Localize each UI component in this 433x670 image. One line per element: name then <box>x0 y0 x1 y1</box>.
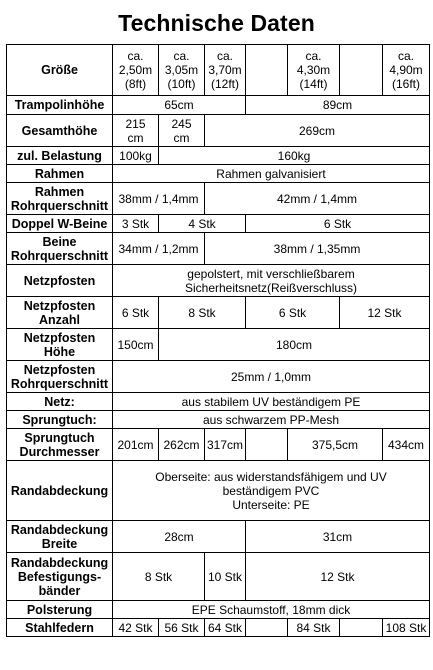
row-label: Trampolinhöhe <box>7 96 113 115</box>
table-row <box>7 619 430 637</box>
cell: 245 cm <box>159 115 205 147</box>
row-label: Rahmen Rohrquerschnitt <box>7 183 113 215</box>
cell: aus stabilem UV beständigem PE <box>113 393 430 411</box>
cell: gepolstert, mit verschließbarem Sicherheitsnetz(Reißverschluss) <box>113 265 430 297</box>
row-label: Netzpfosten Höhe <box>7 329 113 361</box>
row-label: zul. Belastung <box>7 147 113 165</box>
page-title: Technische Daten <box>118 10 315 36</box>
table-row <box>7 297 430 329</box>
row-label: Stahlfedern <box>7 619 113 637</box>
cell: 6 Stk <box>246 215 430 233</box>
empty-cell <box>246 429 288 461</box>
cell: 25mm / 1,0mm <box>113 361 430 393</box>
row-label: Polsterung <box>7 601 113 619</box>
cell: 180cm <box>159 329 430 361</box>
cell: 4 Stk <box>159 215 246 233</box>
empty-cell <box>246 45 288 96</box>
cell: 38mm / 1,35mm <box>205 233 430 265</box>
row-label: Sprungtuch Durchmesser <box>7 429 113 461</box>
cell: 108 Stk <box>383 619 430 637</box>
table-row <box>7 553 430 601</box>
table-row <box>7 265 430 297</box>
size-14ft: ca. 4,30m (14ft) <box>288 45 340 96</box>
cell: 42 Stk <box>113 619 159 637</box>
cell: Rahmen galvanisiert <box>113 165 430 183</box>
cell: 262cm <box>159 429 205 461</box>
cell: 160kg <box>159 147 430 165</box>
cell: 84 Stk <box>288 619 340 637</box>
cell: 28cm <box>113 521 246 553</box>
size-12ft: ca. 3,70m (12ft) <box>205 45 246 96</box>
cell: 6 Stk <box>113 297 159 329</box>
size-10ft: ca. 3,05m (10ft) <box>159 45 205 96</box>
cell: 64 Stk <box>205 619 246 637</box>
cell: 56 Stk <box>159 619 205 637</box>
empty-cell <box>340 45 383 96</box>
cell: 100kg <box>113 147 159 165</box>
table-row <box>7 601 430 619</box>
table-row <box>7 215 430 233</box>
table-row <box>7 361 430 393</box>
row-label: Randabdeckung <box>7 461 113 521</box>
size-16ft: ca. 4,90m (16ft) <box>383 45 430 96</box>
cell: 6 Stk <box>246 297 340 329</box>
cell: 434cm <box>383 429 430 461</box>
empty-cell <box>246 619 288 637</box>
row-label: Randabdeckung Breite <box>7 521 113 553</box>
cell: 269cm <box>205 115 430 147</box>
row-label: Doppel W-Beine <box>7 215 113 233</box>
row-label: Gesamthöhe <box>7 115 113 147</box>
cell: 215 cm <box>113 115 159 147</box>
row-label: Netzpfosten Rohrquerschnitt <box>7 361 113 393</box>
cell: 201cm <box>113 429 159 461</box>
table-row <box>7 115 430 147</box>
cell: 10 Stk <box>205 553 246 601</box>
table-row <box>7 165 430 183</box>
table-row <box>7 329 430 361</box>
row-label: Rahmen <box>7 165 113 183</box>
table-row <box>7 461 430 521</box>
size-8ft: ca. 2,50m (8ft) <box>113 45 159 96</box>
cell: 89cm <box>246 96 430 115</box>
table-row <box>7 45 430 96</box>
table-row <box>7 96 430 115</box>
cell: 8 Stk <box>113 553 205 601</box>
cell: 34mm / 1,2mm <box>113 233 205 265</box>
cell: 42mm / 1,4mm <box>205 183 430 215</box>
cell: Oberseite: aus widerstandsfähigem und UV beständigem PVC Unterseite: PE <box>113 461 430 521</box>
cell: 65cm <box>113 96 246 115</box>
cell: 12 Stk <box>340 297 430 329</box>
cell: 150cm <box>113 329 159 361</box>
table-row <box>7 411 430 429</box>
cell: EPE Schaumstoff, 18mm dick <box>113 601 430 619</box>
cell: 12 Stk <box>246 553 430 601</box>
cell: 317cm <box>205 429 246 461</box>
table-row <box>7 183 430 215</box>
table-row <box>7 393 430 411</box>
tech-data-table <box>6 44 430 637</box>
table-row <box>7 521 430 553</box>
cell: 38mm / 1,4mm <box>113 183 205 215</box>
row-label: Größe <box>7 45 113 96</box>
cell: aus schwarzem PP-Mesh <box>113 411 430 429</box>
row-label: Randabdeckung Befestigungs- bänder <box>7 553 113 601</box>
table-row <box>7 429 430 461</box>
cell: 375,5cm <box>288 429 383 461</box>
row-label: Netzpfosten Anzahl <box>7 297 113 329</box>
empty-cell <box>340 619 383 637</box>
cell: 3 Stk <box>113 215 159 233</box>
cell: 31cm <box>246 521 430 553</box>
row-label: Beine Rohrquerschnitt <box>7 233 113 265</box>
cell: 8 Stk <box>159 297 246 329</box>
table-row <box>7 233 430 265</box>
table-row <box>7 147 430 165</box>
row-label: Sprungtuch: <box>7 411 113 429</box>
row-label: Netzpfosten <box>7 265 113 297</box>
row-label: Netz: <box>7 393 113 411</box>
